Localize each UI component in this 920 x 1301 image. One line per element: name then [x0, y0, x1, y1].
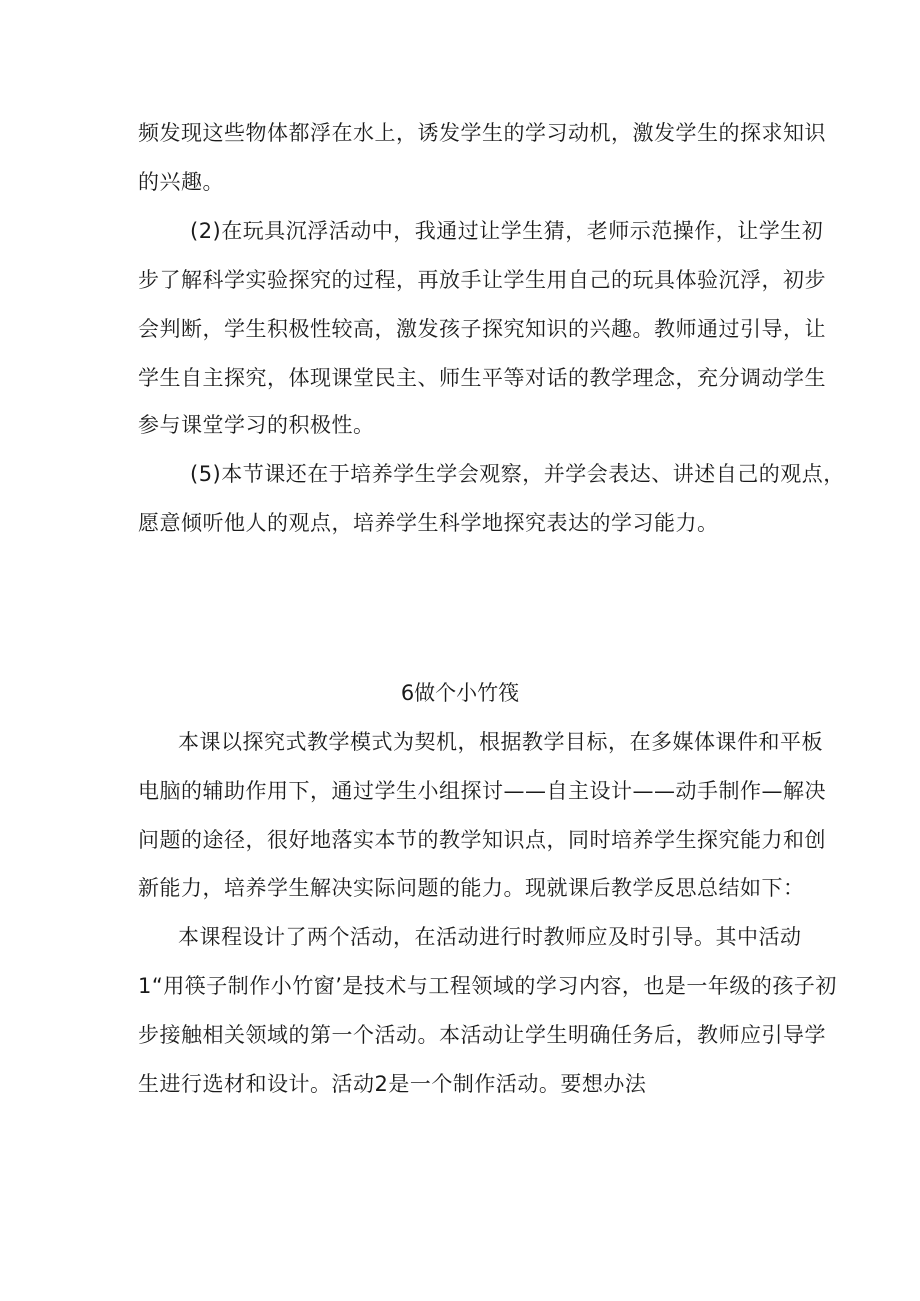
paragraph-line: 电脑的辅助作用下，通过学生小组探讨——自主设计——动手制作—解决 [138, 779, 826, 803]
paragraph-line: (2)在玩具沉浮活动中，我通过让学生猜，老师示范操作，让学生初 [190, 219, 824, 243]
paragraph-line: 本课程设计了两个活动，在活动进行时教师应及时引导。其中活动 [178, 925, 802, 949]
paragraph-line: (5)本节课还在于培养学生学会观察，并学会表达、讲述自己的观点， [190, 462, 845, 486]
paragraph-line: 频发现这些物体都浮在水上，诱发学生的学习动机，激发学生的探求知识 [138, 121, 826, 145]
paragraph-line: 问题的途径，很好地落实本节的教学知识点，同时培养学生探究能力和创 [138, 828, 826, 852]
paragraph-line: 愿意倾听他人的观点，培养学生科学地探究表达的学习能力。 [138, 511, 719, 535]
paragraph-line: 本课以探究式教学模式为契机，根据教学目标，在多媒体课件和平板 [178, 730, 823, 754]
paragraph-line: 步接触相关领域的第一个活动。本活动让学生明确任务后，教师应引导学 [138, 1023, 826, 1047]
paragraph-line: 1“用筷子制作小竹窗’是技术与工程领域的学习内容，也是一年级的孩子初 [138, 974, 837, 998]
paragraph-line: 新能力，培养学生解决实际问题的能力。现就课后教学反思总结如下： [138, 876, 805, 900]
paragraph-line: 会判断，学生积极性较高，激发孩子探究知识的兴趣。教师通过引导，让 [138, 317, 826, 341]
paragraph-line: 生进行选材和设计。活动2是一个制作活动。要想办法 [138, 1072, 647, 1096]
paragraph-line: 的兴趣。 [138, 170, 224, 194]
paragraph-line: 参与课堂学习的积极性。 [138, 413, 375, 437]
paragraph-line: 学生自主探究，体现课堂民主、师生平等对话的教学理念，充分调动学生 [138, 366, 826, 390]
paragraph-line: 步了解科学实验探究的过程，再放手让学生用自己的玩具体验沉浮，初步 [138, 268, 826, 292]
section-heading: 6做个小竹筏 [400, 681, 520, 705]
